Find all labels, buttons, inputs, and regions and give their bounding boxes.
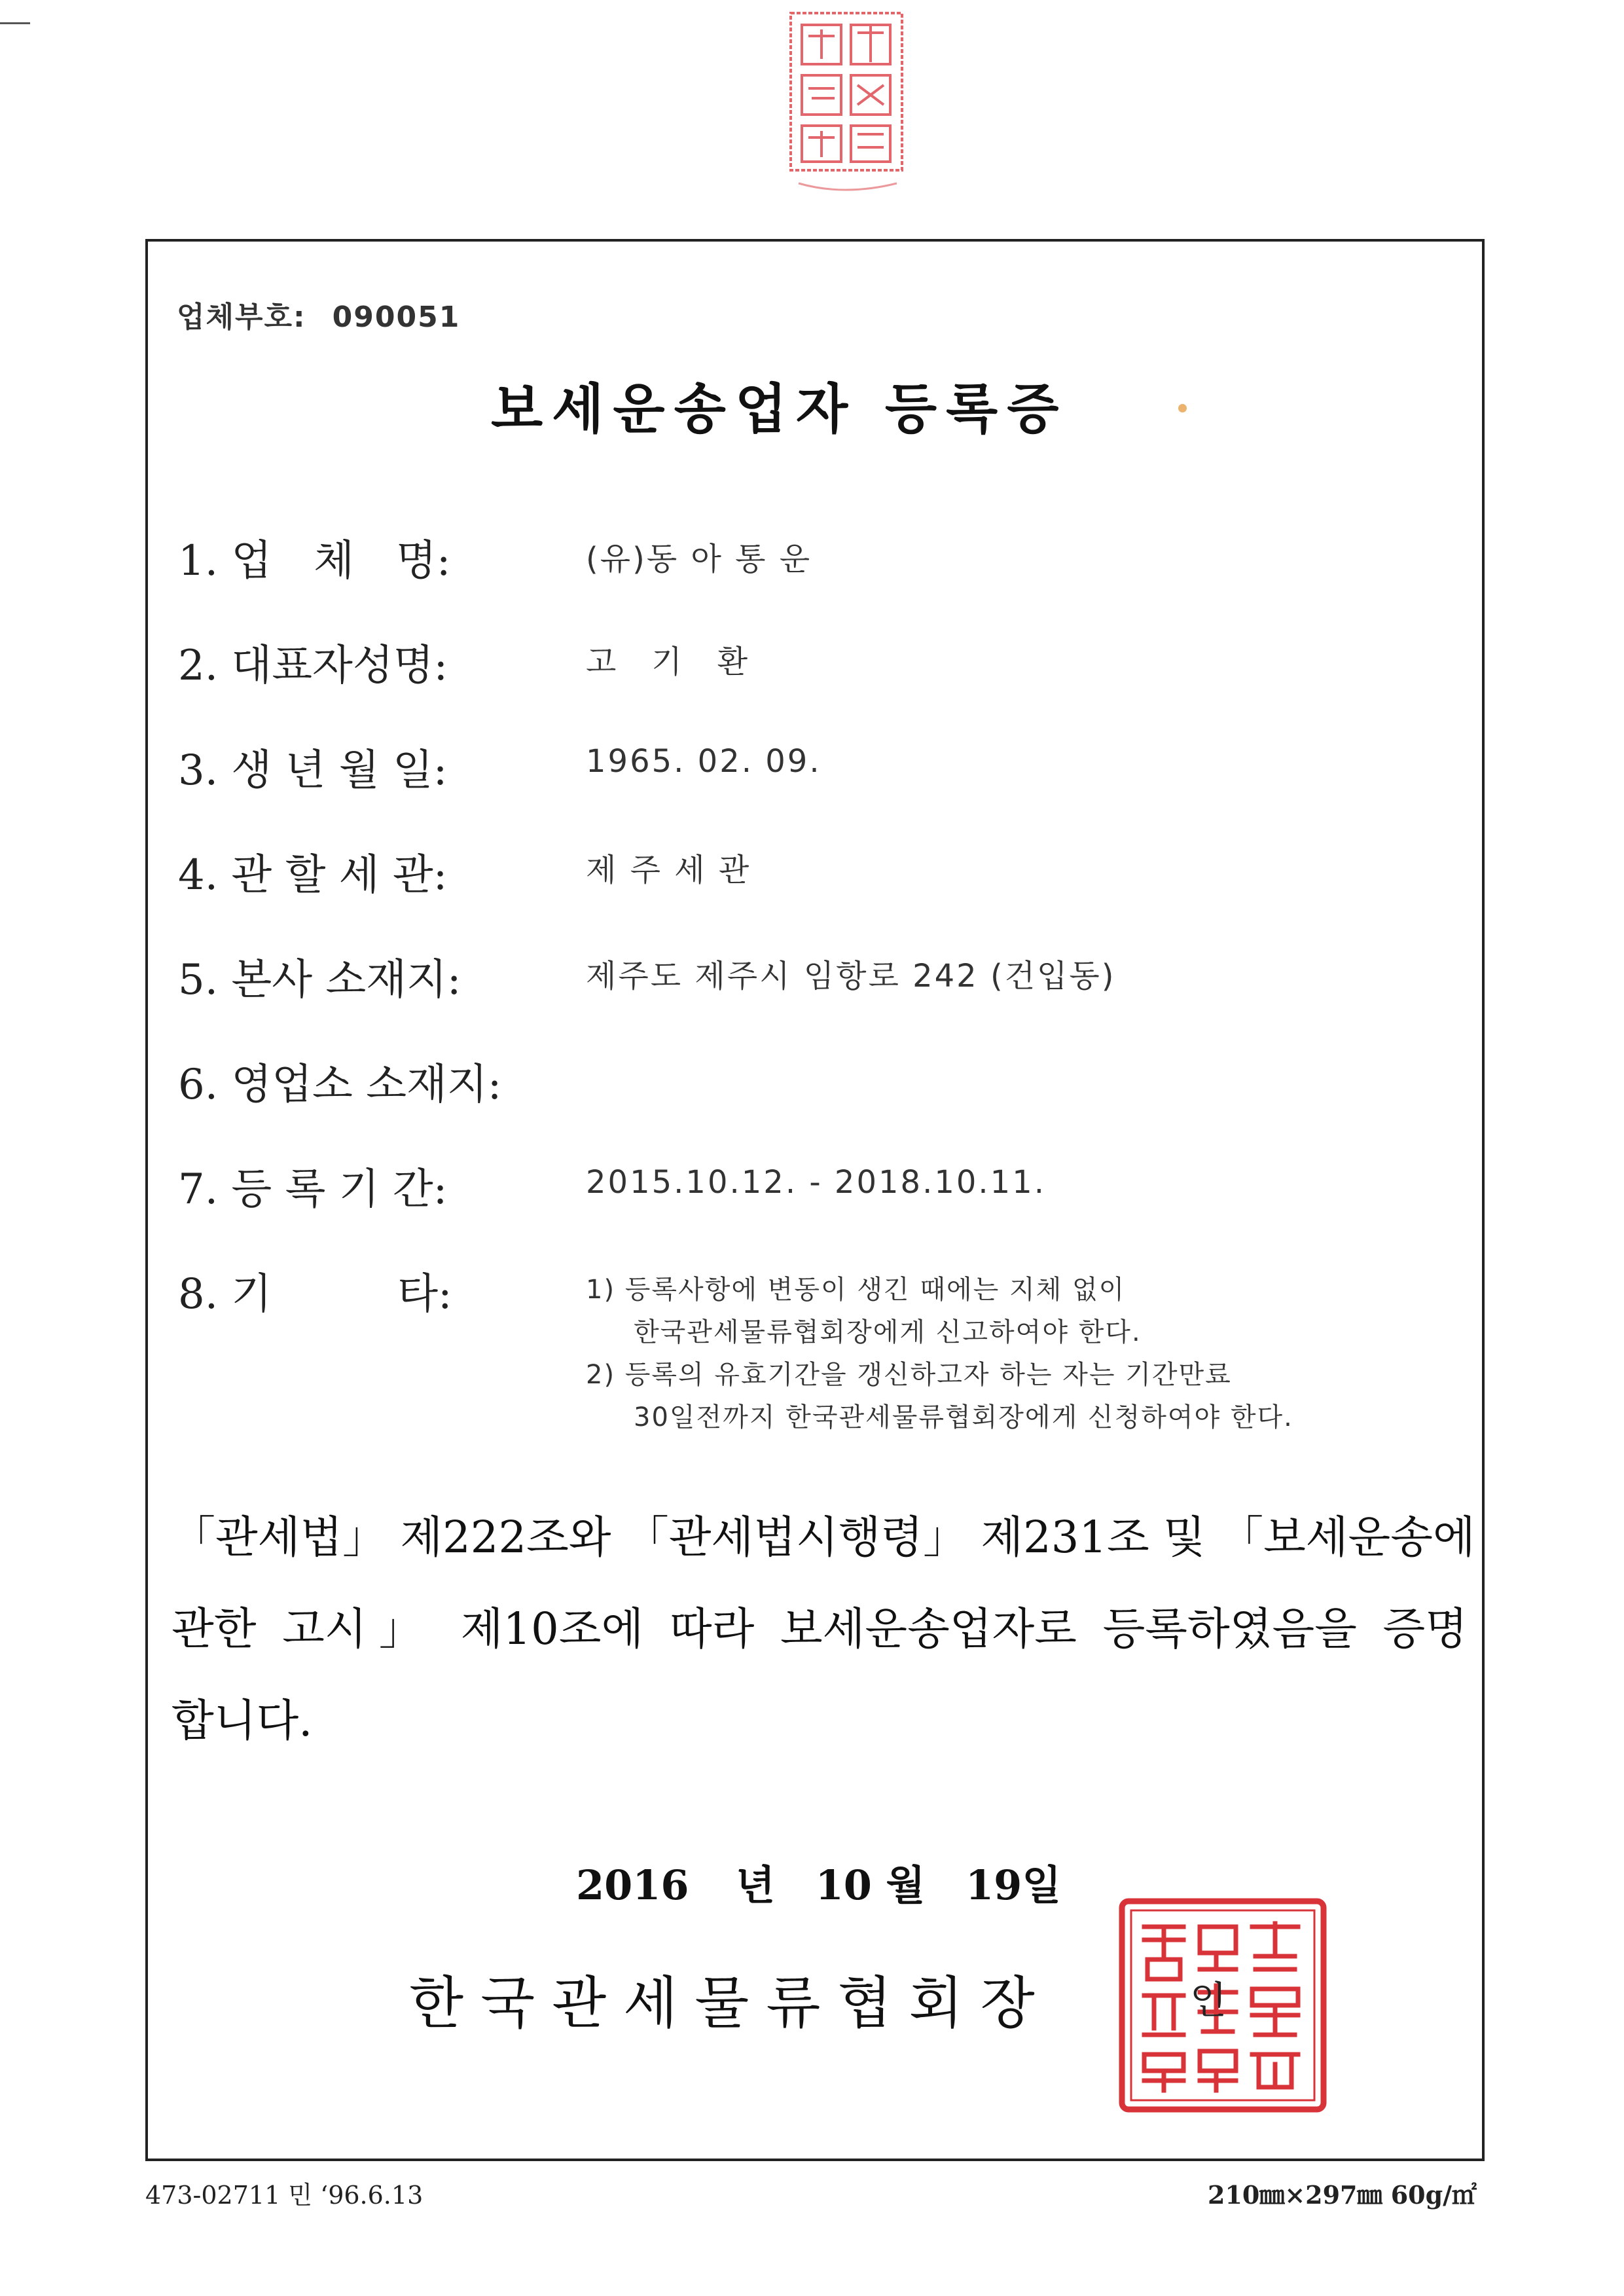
item-value-registration-period: 2015.10.12. - 2018.10.11.	[586, 1164, 1047, 1201]
issue-year: 2016	[576, 1861, 689, 1909]
item-value-birthdate: 1965. 02. 09.	[586, 743, 821, 780]
issue-day-unit: 일	[1022, 1861, 1062, 1909]
business-code-label: 업체부호:	[177, 301, 306, 334]
item-label-representative: 2. 대표자성명:	[178, 642, 448, 690]
item-value-company: (유)동 아 통 운	[586, 541, 812, 577]
form-number: 473-02711 민 ‘96.6.13	[145, 2181, 424, 2210]
item-value-head-office: 제주도 제주시 임항로 242 (건입동)	[586, 958, 1116, 994]
statement-line-3: 합니다.	[171, 1695, 313, 1746]
note-line-2: 한국관세물류협회장에게 신고하여야 한다.	[634, 1317, 1142, 1347]
statement-line-2: 관한 고시」 제10조에 따라 보세운송업자로 등록하였음을 증명	[171, 1603, 1468, 1654]
item-label-birthdate: 3. 생 년 월 일:	[178, 746, 448, 795]
note-line-3: 2) 등록의 유효기간을 갱신하고자 하는 자는 기간만료	[586, 1360, 1232, 1390]
note-line-1: 1) 등록사항에 변동이 생긴 때에는 지체 없이	[586, 1275, 1126, 1305]
item-value-representative: 고 기 환	[586, 644, 750, 680]
item-label-customs-office: 4. 관 할 세 관:	[178, 851, 448, 900]
note-line-4: 30일전까지 한국관세물류협회장에게 신청하여야 한다.	[634, 1402, 1293, 1432]
issue-year-unit: 년	[736, 1861, 776, 1909]
item-label-head-office: 5. 본사 소재지:	[178, 956, 461, 1004]
business-code-value: 090051	[332, 301, 461, 334]
business-code	[177, 293, 460, 335]
ink-dot	[1178, 404, 1187, 412]
issue-month-unit: 월	[886, 1861, 926, 1909]
scan-corner-mark	[0, 22, 30, 24]
top-official-seal	[785, 7, 910, 203]
seal-mark: 인	[1190, 1978, 1227, 2022]
item-label-company: 1. 업 체 명:	[178, 537, 451, 585]
document-title: 보세운송업자 등록증	[491, 378, 1068, 441]
item-label-registration-period: 7. 등 록 기 간:	[178, 1165, 448, 1214]
issuer-name: 한국관세물류협회장	[409, 1971, 1052, 2036]
statement-line-1: 「관세법」 제222조와 「관세법시행령」 제231조 및 「보세운송에	[171, 1512, 1475, 1563]
item-value-customs-office: 제 주 세 관	[586, 852, 751, 888]
issue-day: 19	[965, 1861, 1022, 1909]
item-label-other: 8. 기 타:	[178, 1270, 452, 1319]
paper-spec: 210㎜×297㎜ 60g/㎡	[1208, 2180, 1477, 2210]
issue-month: 10	[815, 1861, 872, 1909]
item-label-branch-office: 6. 영업소 소재지:	[178, 1061, 502, 1109]
issue-date	[576, 1853, 1061, 1911]
